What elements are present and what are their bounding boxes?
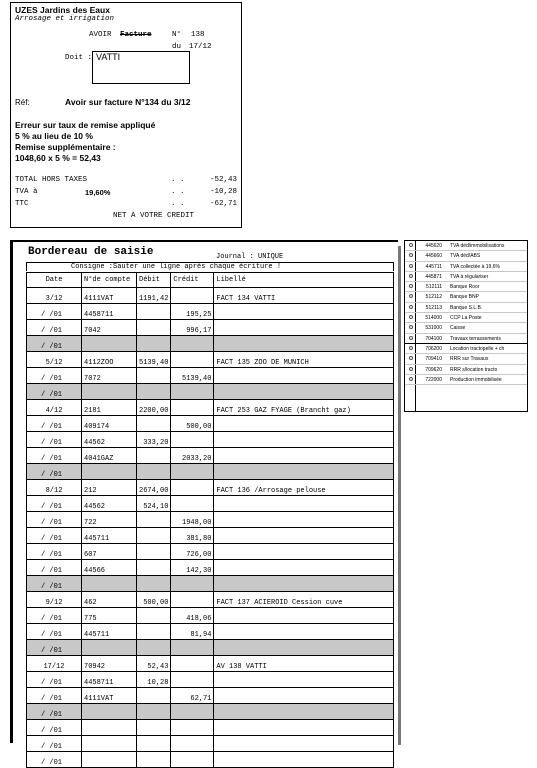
note-line-4: 1048,60 x 5 % = 52,43: [15, 153, 101, 163]
entry-debit[interactable]: [137, 736, 171, 752]
entry-account[interactable]: 70942: [82, 656, 137, 672]
entry-date[interactable]: 4/12: [27, 400, 82, 416]
entry-credit[interactable]: 500,00: [171, 416, 214, 432]
entry-account[interactable]: 607: [82, 544, 137, 560]
entry-account[interactable]: [82, 336, 137, 352]
entry-debit[interactable]: [137, 544, 171, 560]
account-item: [405, 375, 527, 385]
entry-debit[interactable]: 1191,42: [137, 288, 171, 304]
account-name: TVA déd/ABS: [450, 253, 481, 260]
entry-credit[interactable]: 2033,20: [171, 448, 214, 464]
account-code: 445711: [425, 263, 442, 270]
bullet-icon: [409, 274, 413, 278]
entry-date[interactable]: 8/12: [27, 480, 82, 496]
entry-credit[interactable]: 418,06: [171, 608, 214, 624]
entry-label[interactable]: [214, 416, 394, 432]
number-value: 138: [191, 31, 205, 39]
entry-account[interactable]: [82, 752, 137, 768]
entry-credit[interactable]: [171, 352, 214, 368]
header-label: Libellé: [214, 273, 394, 288]
entry-date[interactable]: 3/12: [27, 288, 82, 304]
account-code: 445871: [425, 273, 442, 280]
entry-debit[interactable]: [137, 624, 171, 640]
account-item: [405, 282, 527, 292]
entry-debit[interactable]: 2200,00: [137, 400, 171, 416]
slip-title: Bordereau de saisie: [28, 246, 154, 258]
entry-row: [27, 736, 394, 752]
entry-date[interactable]: / /01: [27, 672, 82, 688]
account-name: RRR s/location tracto: [450, 366, 498, 373]
entry-date[interactable]: / /01: [27, 304, 82, 320]
entry-label[interactable]: FACT 134 VATTI: [214, 288, 394, 304]
account-name: Travaux terrassements: [450, 335, 501, 342]
entry-debit[interactable]: [137, 416, 171, 432]
entry-credit[interactable]: [171, 704, 214, 720]
entry-account[interactable]: 44562: [82, 496, 137, 512]
entry-date[interactable]: / /01: [27, 512, 82, 528]
entry-label[interactable]: [214, 448, 394, 464]
doit-label: Doit :: [65, 54, 93, 62]
entry-date[interactable]: 17/12: [27, 656, 82, 672]
entry-row: [27, 400, 394, 416]
entry-label[interactable]: [214, 464, 394, 480]
entry-date[interactable]: / /01: [27, 736, 82, 752]
entry-date[interactable]: / /01: [27, 544, 82, 560]
account-item: [405, 292, 527, 302]
account-item: [405, 313, 527, 323]
entry-credit[interactable]: [171, 592, 214, 608]
total-ht-dots: . .: [171, 176, 185, 184]
total-ht-label: TOTAL HORS TAXES: [15, 176, 88, 184]
bullet-icon: [409, 367, 413, 371]
entry-row: [27, 752, 394, 768]
bullet-icon: [409, 294, 413, 298]
account-code: 531000: [425, 325, 442, 332]
entry-debit[interactable]: [137, 704, 171, 720]
entry-debit[interactable]: [137, 640, 171, 656]
entry-row: [27, 656, 394, 672]
entry-debit[interactable]: [137, 304, 171, 320]
entry-credit[interactable]: 726,00: [171, 544, 214, 560]
entry-label[interactable]: [214, 576, 394, 592]
entry-credit[interactable]: [171, 720, 214, 736]
bullet-icon: [409, 253, 413, 257]
entry-row: [27, 544, 394, 560]
entry-label[interactable]: [214, 336, 394, 352]
number-label: N°: [172, 31, 182, 39]
entry-credit[interactable]: [171, 656, 214, 672]
entry-account[interactable]: 4111VAT: [82, 688, 137, 704]
entry-account[interactable]: 462: [82, 592, 137, 608]
entry-account[interactable]: 445711: [82, 528, 137, 544]
account-name: TVA collectée à 19,6%: [450, 263, 500, 270]
entry-row: [27, 448, 394, 464]
entry-account[interactable]: 722: [82, 512, 137, 528]
account-code: 445620: [425, 243, 442, 249]
entry-debit[interactable]: 2674,00: [137, 480, 171, 496]
entry-row: [27, 512, 394, 528]
entry-date[interactable]: / /01: [27, 368, 82, 384]
account-code: 704100: [425, 335, 442, 342]
entry-row: [27, 688, 394, 704]
entry-date[interactable]: / /01: [27, 640, 82, 656]
facture-label: Facture: [120, 31, 152, 39]
account-code: 514000: [425, 315, 442, 322]
entry-date[interactable]: / /01: [27, 688, 82, 704]
entry-label[interactable]: AV 138 VATTI: [214, 656, 394, 672]
entry-credit[interactable]: 381,80: [171, 528, 214, 544]
account-item: [405, 323, 527, 333]
entry-debit[interactable]: 10,28: [137, 672, 171, 688]
entry-account[interactable]: [82, 640, 137, 656]
entry-debit[interactable]: 5139,40: [137, 352, 171, 368]
entry-row: [27, 352, 394, 368]
entry-credit[interactable]: 62,71: [171, 688, 214, 704]
entry-date[interactable]: / /01: [27, 320, 82, 336]
account-name: Location tractopelle + ch: [450, 345, 505, 352]
entry-row: [27, 288, 394, 304]
entry-row: [27, 720, 394, 736]
bullet-icon: [409, 356, 413, 360]
tva-label: TVA à: [15, 188, 38, 196]
account-item: [405, 272, 527, 282]
entry-credit[interactable]: 195,25: [171, 304, 214, 320]
account-item: [405, 303, 527, 313]
entry-account[interactable]: [82, 704, 137, 720]
slip-shadow: [398, 246, 401, 745]
bullet-icon: [409, 377, 413, 381]
entry-account[interactable]: 7072: [82, 368, 137, 384]
bullet-icon: [409, 346, 413, 350]
bullet-icon: [409, 284, 413, 288]
entry-credit[interactable]: [171, 288, 214, 304]
separator-row: [27, 384, 394, 400]
entry-label[interactable]: [214, 304, 394, 320]
entry-debit[interactable]: [137, 448, 171, 464]
entry-account[interactable]: 445711: [82, 624, 137, 640]
total-ht-value: -52,43: [209, 176, 237, 184]
bullet-icon: [409, 336, 413, 340]
entry-row: [27, 560, 394, 576]
account-code: 512111: [426, 284, 442, 291]
entry-label[interactable]: [214, 672, 394, 688]
entry-label[interactable]: [214, 528, 394, 544]
entry-debit[interactable]: [137, 720, 171, 736]
bullet-icon: [409, 315, 413, 319]
account-name: Banque BNP: [450, 294, 479, 301]
entry-credit[interactable]: [171, 432, 214, 448]
entry-row: [27, 320, 394, 336]
avoir-label: AVOIR: [89, 31, 112, 39]
entry-credit[interactable]: [171, 496, 214, 512]
entry-account[interactable]: 4458711: [82, 304, 137, 320]
entry-label[interactable]: [214, 560, 394, 576]
ref-label: Réf:: [15, 98, 30, 107]
entry-debit[interactable]: [137, 608, 171, 624]
entry-label[interactable]: [214, 512, 394, 528]
entry-date[interactable]: / /01: [27, 528, 82, 544]
header-account: N°de compte: [82, 273, 137, 288]
entry-debit[interactable]: [137, 752, 171, 768]
credit-note: [10, 2, 242, 228]
entry-row: [27, 608, 394, 624]
account-name: CCP La Poste: [450, 315, 482, 322]
entry-account[interactable]: [82, 384, 137, 400]
entry-credit[interactable]: [171, 480, 214, 496]
entry-label[interactable]: [214, 384, 394, 400]
entry-account[interactable]: 4112ZOO: [82, 352, 137, 368]
entry-account[interactable]: 4041GAZ: [82, 448, 137, 464]
account-code: 512112: [425, 294, 442, 301]
entry-debit[interactable]: 52,43: [137, 656, 171, 672]
entry-credit[interactable]: [171, 736, 214, 752]
tva-value: -10,28: [209, 188, 237, 196]
entry-debit[interactable]: [137, 384, 171, 400]
entry-account[interactable]: [82, 576, 137, 592]
instruction-text: Consigne :Sauter une ligne après chaque écriture !: [71, 263, 282, 271]
entry-account[interactable]: [82, 736, 137, 752]
note-line-3: Remise supplémentaire :: [15, 142, 116, 152]
bullet-icon: [409, 325, 413, 329]
account-code: 722000: [425, 376, 442, 383]
entry-credit[interactable]: [171, 336, 214, 352]
entry-row: [27, 368, 394, 384]
entry-account[interactable]: 4111VAT: [82, 288, 137, 304]
tva-dots: . .: [171, 188, 185, 196]
account-code: 706200: [425, 345, 442, 352]
journal-label: Journal : UNIQUE: [216, 253, 284, 261]
date-label: du: [172, 43, 182, 51]
header-credit: Crédit: [171, 273, 214, 288]
account-item: [405, 262, 527, 272]
entry-account[interactable]: [82, 464, 137, 480]
entry-credit[interactable]: [171, 576, 214, 592]
entry-label[interactable]: [214, 704, 394, 720]
account-list: [404, 240, 528, 412]
entry-row: [27, 416, 394, 432]
entry-row: [27, 672, 394, 688]
entry-table: [26, 272, 394, 768]
account-item: [405, 354, 527, 364]
separator-row: [27, 464, 394, 480]
header-date: Date: [27, 273, 82, 288]
account-item: [405, 365, 527, 375]
entry-debit[interactable]: [137, 528, 171, 544]
entry-row: [27, 480, 394, 496]
entry-label[interactable]: FACT 137 ACIEROID Cession cuve: [214, 592, 394, 608]
header-debit: Débit: [137, 273, 171, 288]
client-name: VATTI: [96, 52, 121, 62]
entry-debit[interactable]: [137, 336, 171, 352]
entry-account[interactable]: 212: [82, 480, 137, 496]
separator-row: [27, 336, 394, 352]
account-name: TVA déd/immobilisations: [450, 243, 505, 249]
ttc-label: TTC: [15, 200, 29, 208]
entry-row: [27, 304, 394, 320]
entry-debit[interactable]: [137, 320, 171, 336]
entry-credit[interactable]: 1948,00: [171, 512, 214, 528]
entry-debit[interactable]: [137, 512, 171, 528]
account-code: 445660: [425, 253, 442, 260]
entry-account[interactable]: 4458711: [82, 672, 137, 688]
account-item: [405, 344, 527, 354]
account-name: RRR sur Travaux: [450, 356, 489, 363]
bullet-icon: [409, 305, 413, 309]
entry-debit[interactable]: [137, 560, 171, 576]
bullet-icon: [409, 243, 413, 247]
entry-debit[interactable]: [137, 464, 171, 480]
entry-account[interactable]: 409174: [82, 416, 137, 432]
entry-debit[interactable]: [137, 368, 171, 384]
entry-credit[interactable]: [171, 752, 214, 768]
entry-date[interactable]: / /01: [27, 560, 82, 576]
entry-debit[interactable]: [137, 576, 171, 592]
entry-credit[interactable]: [171, 400, 214, 416]
entry-row: [27, 624, 394, 640]
entry-account[interactable]: 775: [82, 608, 137, 624]
entry-date[interactable]: / /01: [27, 608, 82, 624]
account-item: [405, 334, 527, 344]
entry-date[interactable]: 5/12: [27, 352, 82, 368]
ref-value: Avoir sur facture N°134 du 3/12: [65, 97, 191, 107]
entry-label[interactable]: [214, 720, 394, 736]
entry-date[interactable]: / /01: [27, 576, 82, 592]
entry-credit[interactable]: [171, 640, 214, 656]
entry-date[interactable]: / /01: [27, 624, 82, 640]
entry-row: [27, 528, 394, 544]
tva-rate: 19,60%: [85, 188, 111, 197]
entry-date[interactable]: / /01: [27, 496, 82, 512]
entry-account[interactable]: 2181: [82, 400, 137, 416]
separator-row: [27, 704, 394, 720]
ttc-dots: . .: [171, 200, 185, 208]
entry-label[interactable]: [214, 544, 394, 560]
entry-credit[interactable]: [171, 384, 214, 400]
entry-debit[interactable]: 333,20: [137, 432, 171, 448]
net-credit-label: NET A VOTRE CREDIT: [113, 212, 195, 220]
entry-debit[interactable]: 500,00: [137, 592, 171, 608]
entry-credit[interactable]: [171, 672, 214, 688]
account-name: Banque S.L.B.: [450, 304, 483, 311]
entry-label[interactable]: [214, 496, 394, 512]
account-name: Banque Roor: [450, 284, 480, 291]
entry-account[interactable]: [82, 720, 137, 736]
account-code: 709620: [425, 366, 442, 373]
account-item: [405, 251, 527, 261]
bullet-icon: [409, 264, 413, 268]
entry-date[interactable]: 9/12: [27, 592, 82, 608]
entry-row: [27, 496, 394, 512]
entry-credit[interactable]: 996,17: [171, 320, 214, 336]
entry-debit[interactable]: 524,10: [137, 496, 171, 512]
client-box: [92, 51, 190, 84]
entry-date[interactable]: / /01: [27, 704, 82, 720]
entry-label[interactable]: [214, 688, 394, 704]
entry-account[interactable]: 44566: [82, 560, 137, 576]
entry-label[interactable]: [214, 608, 394, 624]
entry-credit[interactable]: 5139,40: [171, 368, 214, 384]
entry-label[interactable]: [214, 320, 394, 336]
entry-credit[interactable]: [171, 464, 214, 480]
entry-date[interactable]: / /01: [27, 752, 82, 768]
separator-row: [27, 576, 394, 592]
ttc-value: -62,71: [209, 200, 237, 208]
entry-label[interactable]: FACT 135 ZOO DE MUNICH: [214, 352, 394, 368]
entry-date[interactable]: / /01: [27, 720, 82, 736]
entry-date[interactable]: / /01: [27, 384, 82, 400]
date-value: 17/12: [189, 43, 212, 51]
separator-row: [27, 640, 394, 656]
entry-account[interactable]: 44562: [82, 432, 137, 448]
account-code: 709410: [425, 356, 442, 363]
table-header-row: [27, 273, 394, 288]
entry-label[interactable]: [214, 368, 394, 384]
entry-date[interactable]: / /01: [27, 432, 82, 448]
note-line-1: Erreur sur taux de remise appliqué: [15, 120, 156, 130]
entry-label[interactable]: [214, 432, 394, 448]
entry-date[interactable]: / /01: [27, 464, 82, 480]
company-subtitle: Arrosage et irrigation: [15, 15, 115, 23]
entry-label[interactable]: [214, 736, 394, 752]
entry-label[interactable]: FACT 136 /Arrosage pelouse: [214, 480, 394, 496]
entry-account[interactable]: 7042: [82, 320, 137, 336]
account-name: Production immobilisée: [450, 376, 502, 383]
entry-slip: [10, 240, 398, 767]
entry-credit[interactable]: 81,94: [171, 624, 214, 640]
account-code: 512113: [425, 304, 442, 311]
entry-label[interactable]: FACT 253 GAZ FYAGE (Brancht gaz): [214, 400, 394, 416]
company-name: UZES Jardins des Eaux: [15, 5, 110, 15]
entry-row: [27, 592, 394, 608]
entry-label[interactable]: [214, 752, 394, 768]
entry-date[interactable]: / /01: [27, 336, 82, 352]
entry-label[interactable]: [214, 640, 394, 656]
entry-date[interactable]: / /01: [27, 416, 82, 432]
account-name: TVA à régulariser: [450, 273, 489, 280]
entry-date[interactable]: / /01: [27, 448, 82, 464]
entry-row: [27, 432, 394, 448]
entry-debit[interactable]: [137, 688, 171, 704]
account-name: Caisse: [450, 325, 466, 332]
note-line-2: 5 % au lieu de 10 %: [15, 131, 93, 141]
entry-label[interactable]: [214, 624, 394, 640]
account-item: [405, 241, 527, 251]
entry-credit[interactable]: 142,30: [171, 560, 214, 576]
